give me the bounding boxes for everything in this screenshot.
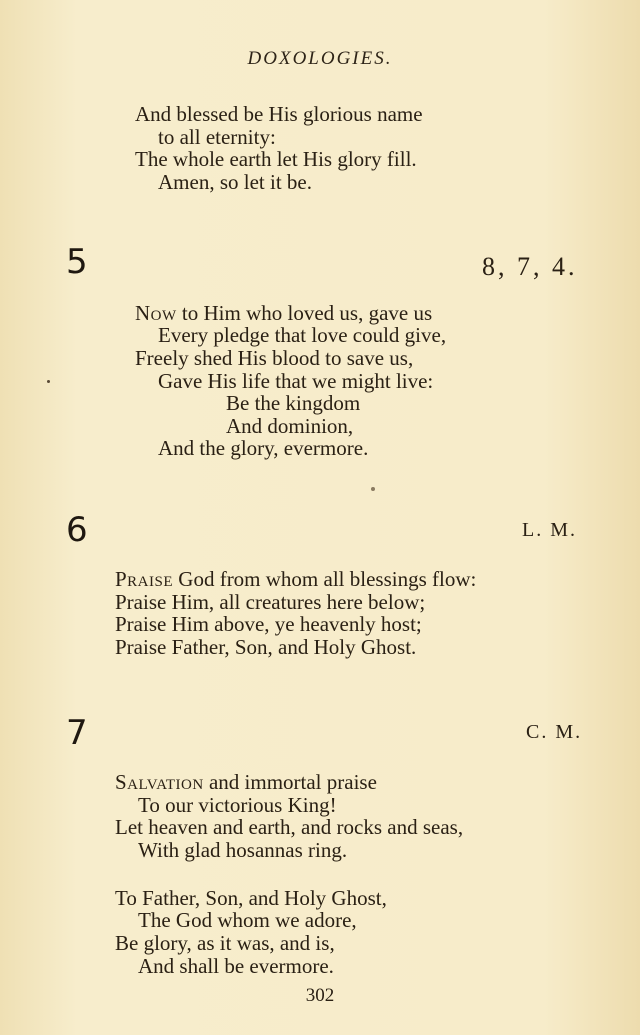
verse-line: Praise Him, all creatures here below; <box>115 590 426 614</box>
verse-line: The whole earth let His glory fill. <box>135 147 417 171</box>
verse-line: Now to Him who loved us, gave us <box>135 301 433 325</box>
hymn-number: 7 <box>66 713 88 753</box>
hymn-number: 5 <box>66 242 88 282</box>
first-word: Salvation <box>115 770 204 794</box>
verse-line: Amen, so let it be. <box>158 170 312 194</box>
hymn-number: 6 <box>66 510 88 550</box>
verse-line: Gave His life that we might live: <box>158 369 434 393</box>
hymn-meter: C. M. <box>526 721 583 743</box>
verse-line: Freely shed His blood to save us, <box>135 346 414 370</box>
verse-line: Praise God from whom all blessings flow: <box>115 567 477 591</box>
page-number: 302 <box>305 985 335 1006</box>
verse-line: Let heaven and earth, and rocks and seas, <box>115 815 464 839</box>
verse-line: And the glory, evermore. <box>158 436 369 460</box>
verse-line: Salvation and immortal praise <box>115 770 377 794</box>
paper-speck <box>47 380 50 383</box>
running-title: DOXOLOGIES. <box>247 48 393 69</box>
verse-line: Every pledge that love could give, <box>158 323 447 347</box>
hymn-meter: L. M. <box>522 519 577 541</box>
paper-speck <box>371 487 375 491</box>
verse-line: The God whom we adore, <box>138 908 357 932</box>
verse-line: And shall be evermore. <box>138 954 334 978</box>
verse-line: to all eternity: <box>158 125 276 149</box>
verse-line: Praise Him above, ye heavenly host; <box>115 612 422 636</box>
verse-line: And dominion, <box>226 414 354 438</box>
verse-line: Praise Father, Son, and Holy Ghost. <box>115 635 417 659</box>
verse-line: Be glory, as it was, and is, <box>115 931 335 955</box>
verse-line: To Father, Son, and Holy Ghost, <box>115 886 387 910</box>
verse-line: With glad hosannas ring. <box>138 838 348 862</box>
verse-line: To our victorious King! <box>138 793 337 817</box>
verse-line: Be the kingdom <box>226 391 361 415</box>
hymn-meter: 8, 7, 4. <box>482 252 578 281</box>
first-word: Now <box>135 301 177 325</box>
first-word: Praise <box>115 567 174 591</box>
verse-line: And blessed be His glorious name <box>135 102 423 126</box>
